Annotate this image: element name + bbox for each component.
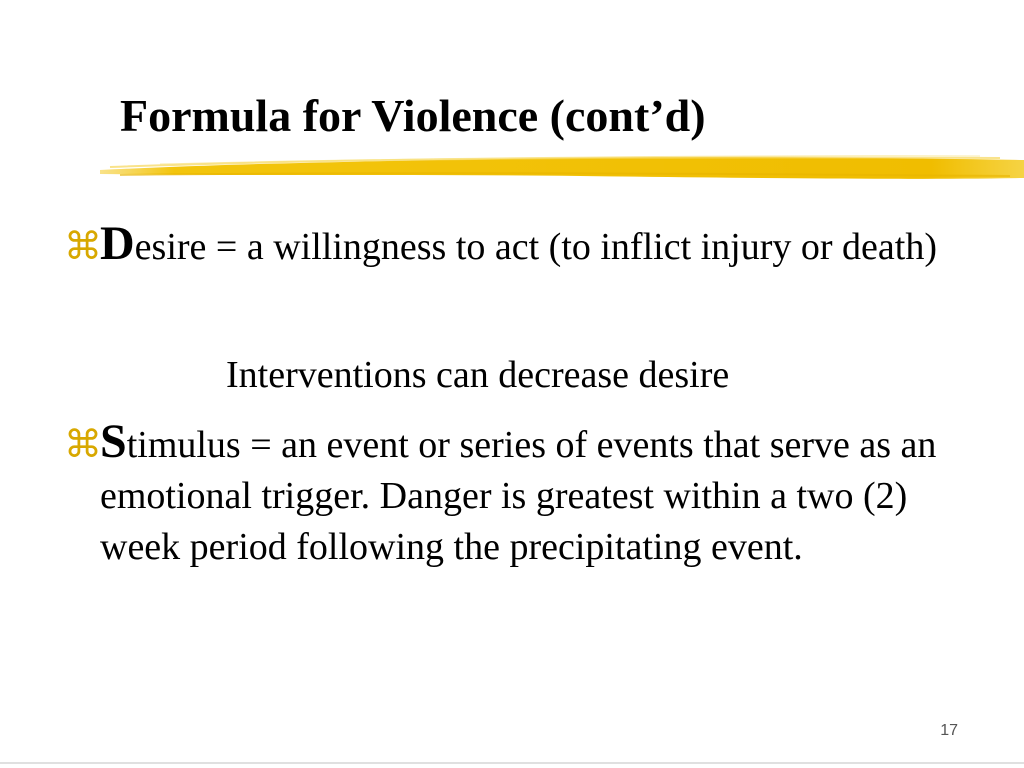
slide-title: Formula for Violence (cont’d) <box>120 90 706 141</box>
bullet-stimulus <box>60 415 960 573</box>
bullet-stimulus-initial: S <box>100 415 127 468</box>
bullet-desire-body: esire = a willingness to act (to inflict injury or death) <box>134 226 937 268</box>
title-underline-brushstroke <box>100 148 1024 188</box>
place-of-interest-icon: ⌘ <box>64 422 102 466</box>
bullet-stimulus-body: timulus = an event or series of events that serve as an emotional trigger. Danger is greatest within a two (2) week period following the precipitating event. <box>100 424 937 568</box>
footer-divider <box>0 762 1024 764</box>
bullet-desire-text <box>60 217 960 273</box>
bullet-desire <box>60 217 960 273</box>
intervention-note: Interventions can decrease desire <box>226 354 730 396</box>
place-of-interest-icon: ⌘ <box>64 224 102 268</box>
slide-number: 17 <box>940 722 958 739</box>
bullet-desire-initial: D <box>100 217 135 270</box>
bullet-stimulus-text <box>60 415 960 573</box>
